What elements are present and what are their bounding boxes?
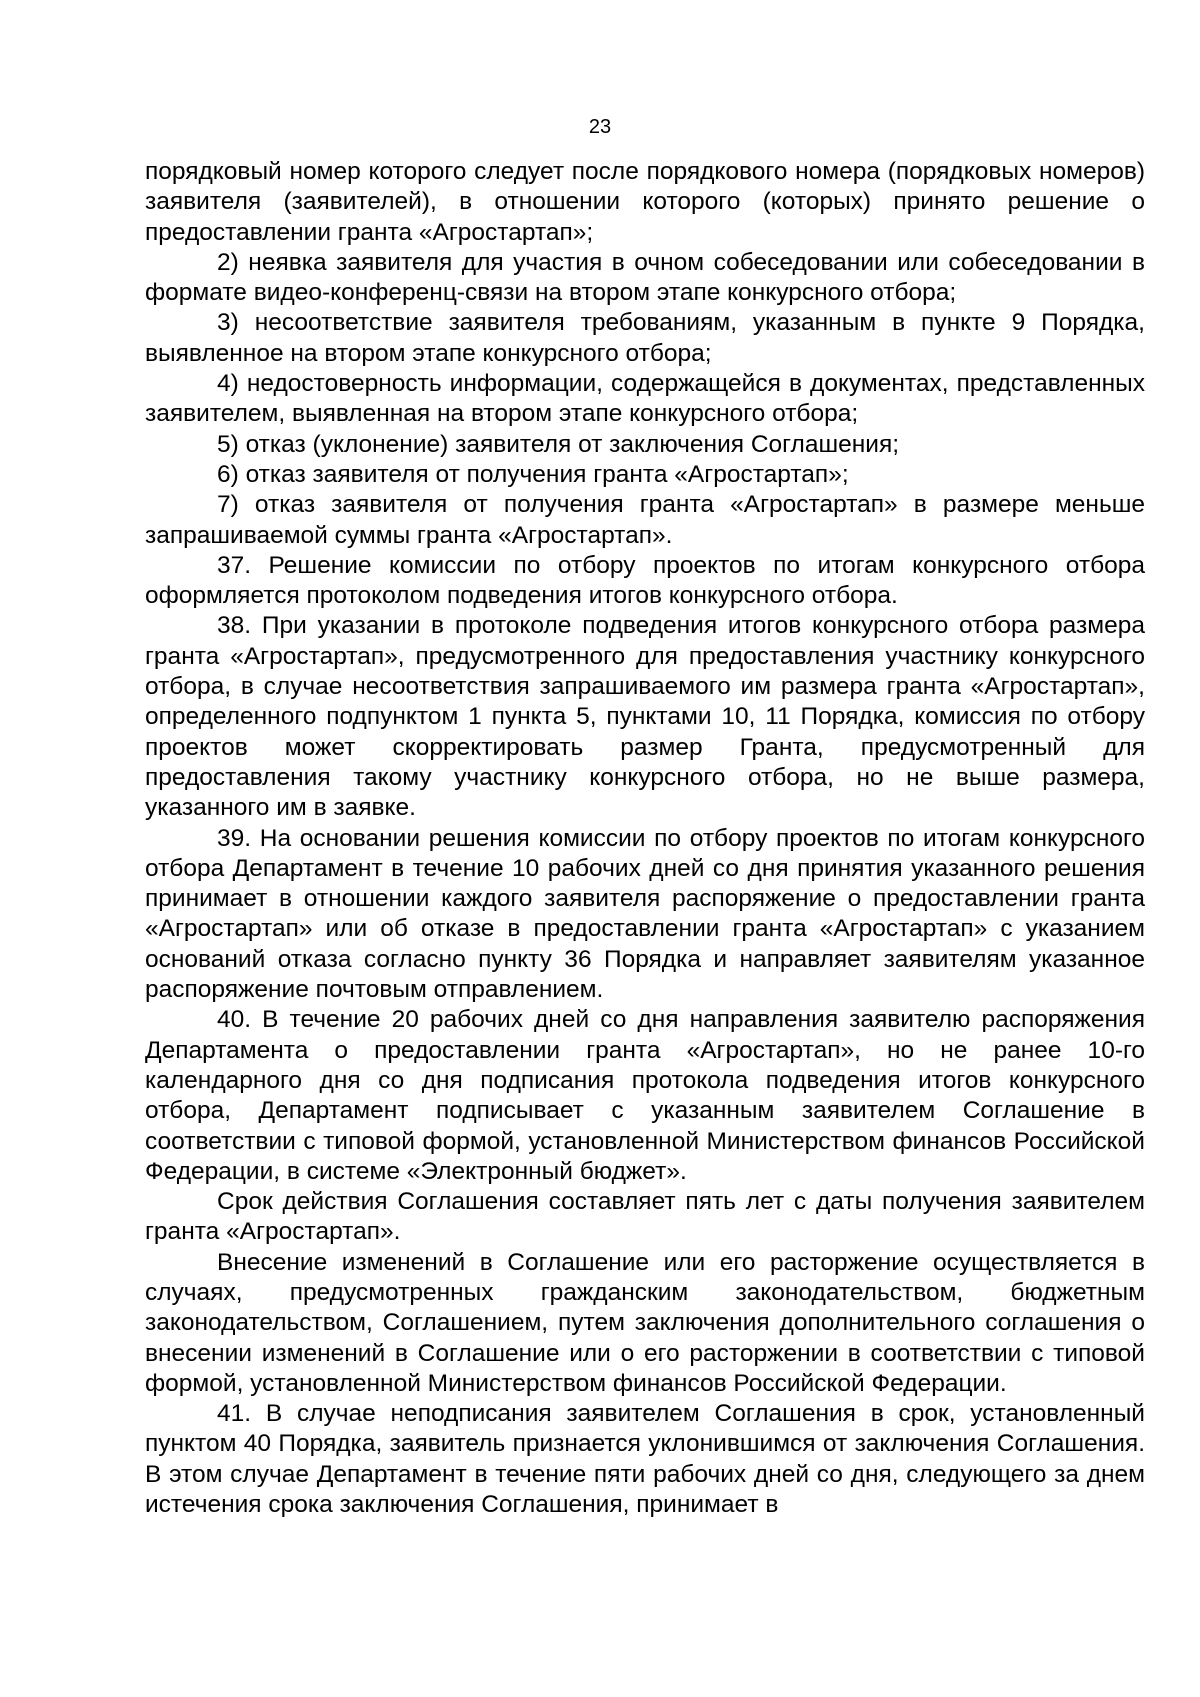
list-item-2: 2) неявка заявителя для участия в очном собеседовании или собеседовании в формате видео-конференц-связи на втором этапе конкурсного отбора; xyxy=(145,248,1145,307)
list-item-7: 7) отказ заявителя от получения гранта «Агростартап» в размере меньше запрашиваемой суммы гранта «Агростартап». xyxy=(145,491,1145,549)
clause-39: 39. На основании решения комиссии по отбору проектов по итогам конкурсного отбора Департамент в течение 10 рабочих дней со дня принятия указанного решения принимает в отношении каждого заявителя распоряжение о предоставлении гранта «Агростартап» или об отказе в предоставлении гранта «Агростартап» с указанием оснований отказа согласно пункту 36 Порядка и направляет заявителям указанное распоряжение почтовым отправлением. xyxy=(145,824,1145,1004)
page-number: 23 xyxy=(588,116,612,138)
list-item-6: 6) отказ заявителя от получения гранта «Агростартап»; xyxy=(217,460,849,488)
clause-38: 38. При указании в протоколе подведения итогов конкурсного отбора размера гранта «Агростартап», предусмотренного для предоставления участнику конкурсного отбора, в случае несоответствия запрашиваемого им размера гранта «Агростартап», определенного подпунктом 1 пункта 5, пунктами 10, 11 Порядка, комиссия по отбору проектов может скорректировать размер Гранта, предусмотренный для предоставления такому участнику конкурсного отбора, но не выше размера, указанного им в заявке. xyxy=(145,612,1145,822)
list-item-4: 4) недостоверность информации, содержащейся в документах, представленных заявителем, выявленная на втором этапе конкурсного отбора; xyxy=(145,370,1145,428)
clause-37: 37. Решение комиссии по отбору проектов по итогам конкурсного отбора оформляется протоколом подведения итогов конкурсного отбора. xyxy=(145,551,1145,610)
paragraph-continuation: порядковый номер которого следует после порядкового номера (порядковых номеров) заявителя (заявителей), в отношении которого (которых) принято решение о предоставлении гранта «Агростартап»; xyxy=(145,158,1145,246)
list-item-3: 3) несоответствие заявителя требованиям, указанным в пункте 9 Порядка, выявленное на втором этапе конкурсного отбора; xyxy=(145,309,1145,367)
agreement-changes-paragraph: Внесение изменений в Соглашение или его расторжение осуществляется в случаях, предусмотренных гражданским законодательством, бюджетным законодательством, Соглашением, путем заключения дополнительного соглашения о внесении изменений в Соглашение или о его расторжении в соответствии с типовой формой, установленной Министерством финансов Российской Федерации. xyxy=(145,1248,1145,1397)
list-item-5: 5) отказ (уклонение) заявителя от заключения Соглашения; xyxy=(217,430,900,458)
agreement-term-paragraph: Срок действия Соглашения составляет пять лет с даты получения заявителем гранта «Агростартап». xyxy=(145,1188,1145,1246)
clause-40: 40. В течение 20 рабочих дней со дня направления заявителю распоряжения Департамента о предоставлении гранта «Агростартап», но не ранее 10-го календарного дня со дня подписания протокола подведения итогов конкурсного отбора, Департамент подписывает с указанным заявителем Соглашение в соответствии с типовой формой, установленной Министерством финансов Российской Федерации, в системе «Электронный бюджет». xyxy=(145,1006,1145,1185)
clause-41: 41. В случае неподписания заявителем Соглашения в срок, установленный пунктом 40 Порядка, заявитель признается уклонившимся от заключения Соглашения. В этом случае Департамент в течение пяти рабочих дней со дня, следующего за днем истечения срока заключения Соглашения, принимает в xyxy=(145,1400,1145,1519)
document-body xyxy=(145,157,1145,1520)
